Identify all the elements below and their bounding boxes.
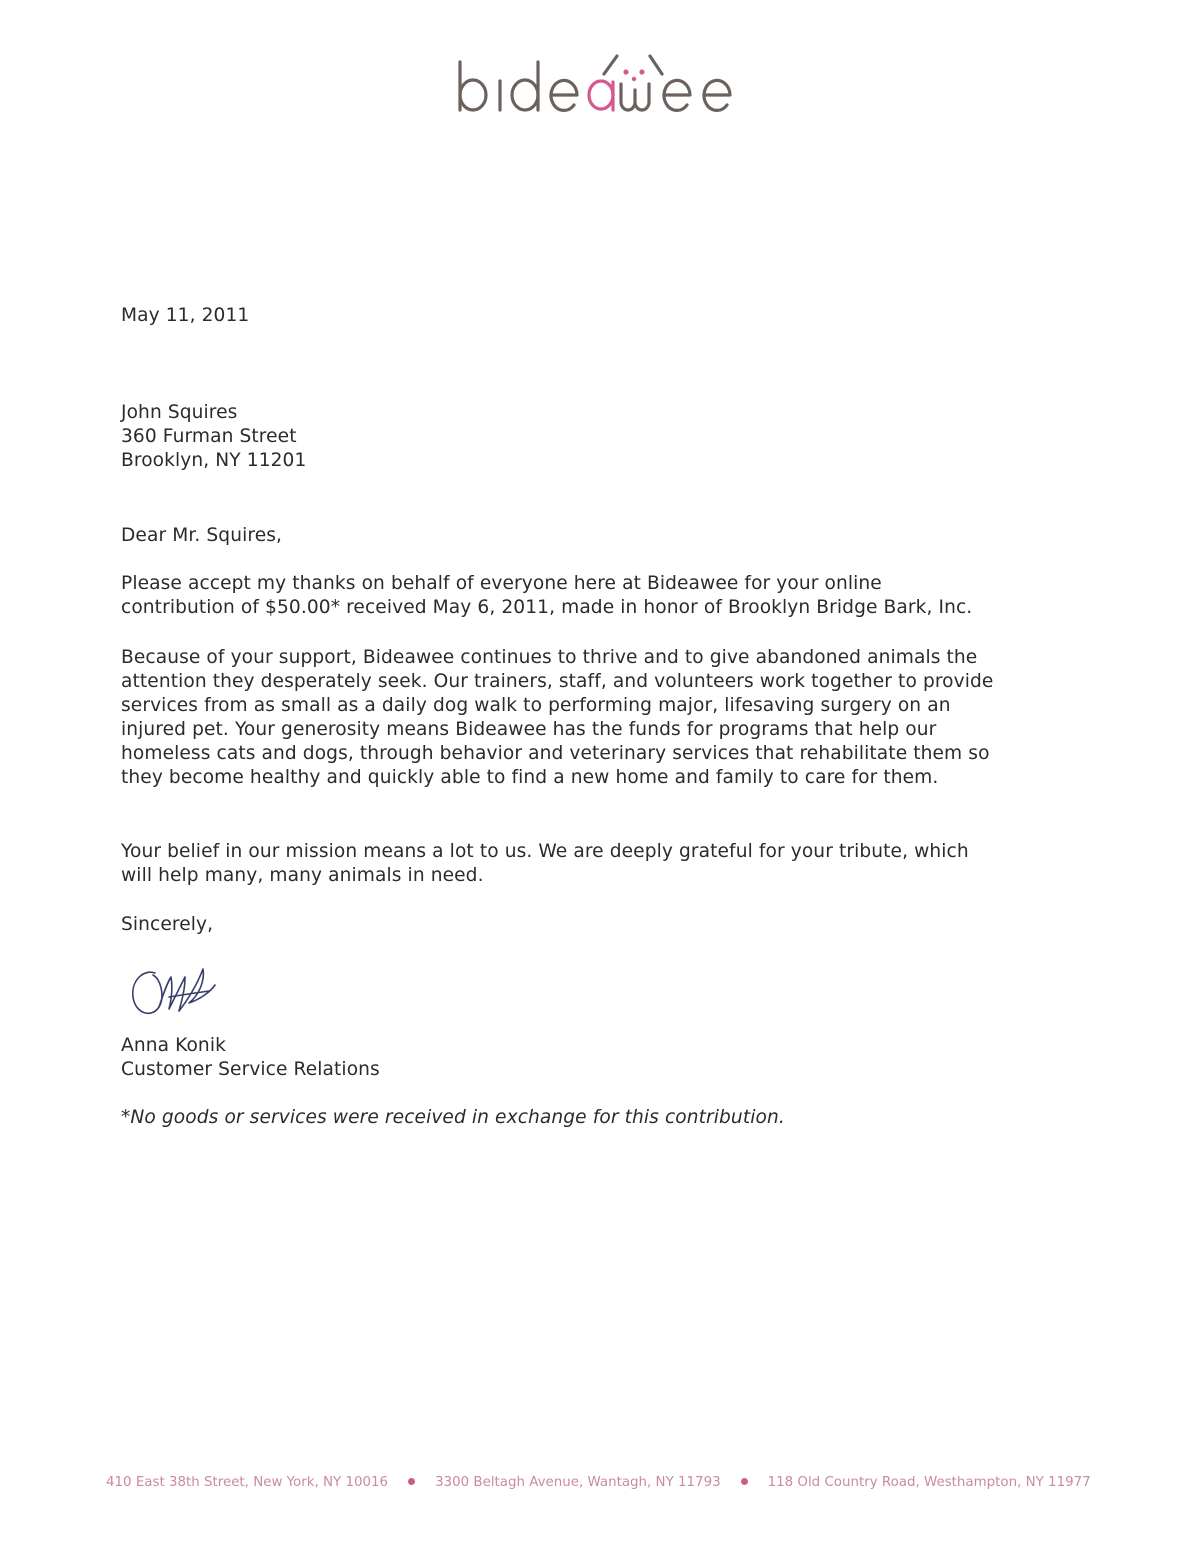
footer-address-westhampton: 118 Old Country Road, Westhampton, NY 11977 [767,1475,1091,1490]
logo-graphic [454,48,754,128]
footnote: *No goods or services were received in exchange for this contribution. [121,1107,785,1128]
recipient-street: 360 Furman Street [121,426,297,447]
signer-block [121,1034,1001,1082]
closing: Sincerely, [121,914,214,935]
body-paragraph-3: Your belief in our mission means a lot to us. We are deeply grateful for your tribute, which will help many, many animals in need. [121,841,969,886]
recipient-name: John Squires [121,402,238,423]
body-paragraph-2: Because of your support, Bideawee continues to thrive and to give abandoned animals the attention they desperately seek. Our trainers, staff, and volunteers work together to provide services from as small as a daily dog walk to performing major, lifesaving surgery on an injured pet. Your generosity means Bideawee has the funds for programs that help our homeless cats and dogs, through behavior and veterinary services that rehabilitate them so they become healthy and quickly able to find a new home and family to care for them. [121,647,994,788]
footer-address-manhattan: 410 East 38th Street, New York, NY 10016 [106,1475,389,1490]
footer-addresses [106,1475,1106,1490]
recipient-city: Brooklyn, NY 11201 [121,450,307,471]
bideawee-logo [454,48,754,128]
handwritten-signature [125,955,225,1025]
signer-name: Anna Konik [121,1035,226,1056]
signer-title: Customer Service Relations [121,1059,380,1080]
bullet-dot-icon [741,1478,748,1485]
body-paragraph-1: Please accept my thanks on behalf of everyone here at Bideawee for your online contribution of $50.00* received May 6, 2011, made in honor of Brooklyn Bridge Bark, Inc. [121,573,973,618]
footer-address-wantagh: 3300 Beltagh Avenue, Wantagh, NY 11793 [435,1475,721,1490]
letter-date: May 11, 2011 [121,305,250,326]
recipient-address [121,401,1001,473]
salutation: Dear Mr. Squires, [121,525,283,546]
bullet-dot-icon [408,1478,415,1485]
